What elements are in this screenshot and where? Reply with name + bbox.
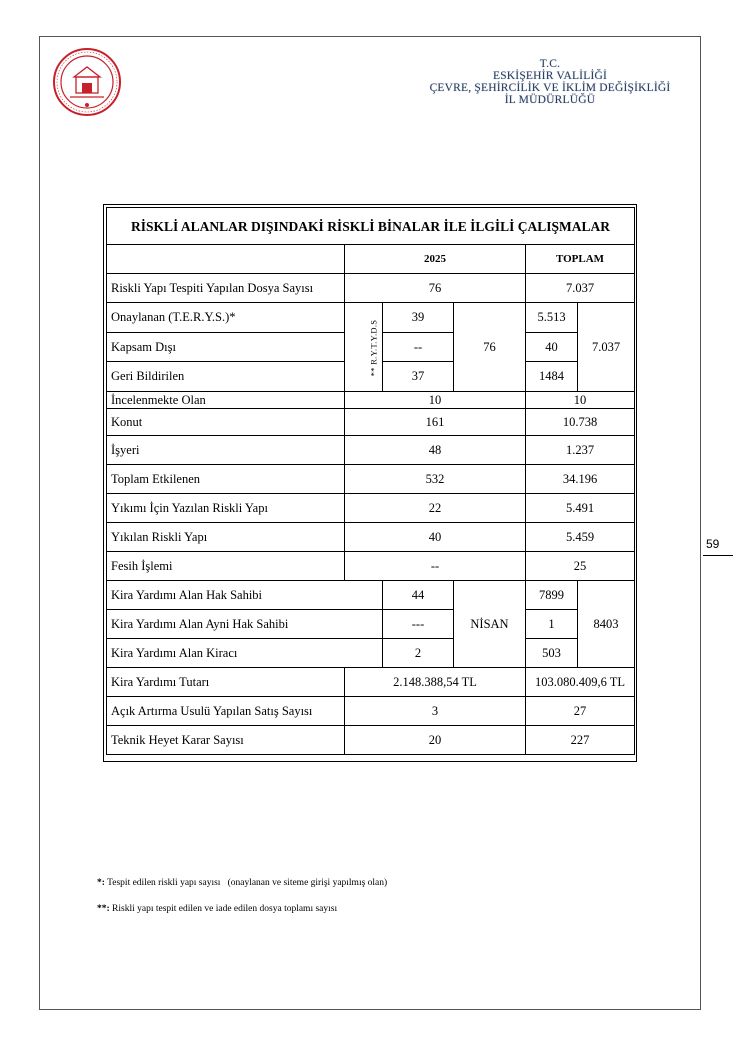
row-value-2025: 40 [345, 523, 526, 552]
row-value-2025: 161 [345, 409, 526, 436]
row-value-2025: 22 [345, 494, 526, 523]
row-label: Yıkımı İçin Yazılan Riskli Yapı [107, 494, 345, 523]
row-value-2025: 3 [345, 697, 526, 726]
header-empty-cell [107, 245, 345, 274]
row-label: Kira Yardımı Alan Hak Sahibi [107, 581, 383, 610]
statistics-table-frame [103, 204, 637, 762]
row-label: Kira Yardımı Alan Ayni Hak Sahibi [107, 610, 383, 639]
group-month: NİSAN [454, 581, 526, 668]
row-value-2025: 20 [345, 726, 526, 755]
statistics-table [106, 207, 635, 755]
row-value-total: 1.237 [526, 436, 635, 465]
row-value-total: 5.491 [526, 494, 635, 523]
header-line-3: ÇEVRE, ŞEHİRCİLİK VE İKLİM DEĞİŞİKLİĞİ [429, 82, 671, 94]
footnote-1-mark: *: [97, 878, 105, 888]
row-label: İncelenmekte Olan [107, 392, 345, 409]
row-value-2025: 48 [345, 436, 526, 465]
vertical-group-label: ** R.Y.T.Y.D.S [345, 303, 383, 392]
row-value-total: 27 [526, 697, 635, 726]
row-value-total: 34.196 [526, 465, 635, 494]
row-value-2025: 10 [345, 392, 526, 409]
row-label: Onaylanan (T.E.R.Y.S.)* [107, 303, 345, 333]
row-value-2025: 37 [383, 362, 454, 392]
row-value-total: 40 [526, 333, 578, 362]
table-row [107, 697, 635, 726]
row-value-total: 10 [526, 392, 635, 409]
table-row [107, 494, 635, 523]
footnote-2 [97, 904, 337, 914]
table-row [107, 465, 635, 494]
row-label: Kapsam Dışı [107, 333, 345, 362]
institution-header [400, 58, 700, 106]
group-value-2025: 76 [454, 303, 526, 392]
table-row [107, 303, 635, 333]
page-number: 59 [706, 537, 720, 551]
row-label: Teknik Heyet Karar Sayısı [107, 726, 345, 755]
row-label: Toplam Etkilenen [107, 465, 345, 494]
table-row [107, 610, 635, 639]
row-value-total: 1484 [526, 362, 578, 392]
row-value-2025: 39 [383, 303, 454, 333]
header-line-1: T.C. [539, 58, 561, 70]
row-value-total: 7.037 [526, 274, 635, 303]
footnote-1 [97, 878, 387, 888]
row-value-2025: 76 [345, 274, 526, 303]
row-label: Yıkılan Riskli Yapı [107, 523, 345, 552]
header-line-2: ESKİŞEHİR VALİLİĞİ [492, 70, 608, 82]
row-value-total: 7899 [526, 581, 578, 610]
row-label: Konut [107, 409, 345, 436]
footnote-2-text: Riskli yapı tespit edilen ve iade edilen dosya toplamı sayısı [109, 904, 338, 914]
footnote-1-text: Tespit edilen riskli yapı sayısı (onaylanan ve siteme girişi yapılmış olan) [104, 878, 388, 888]
row-value-total: 227 [526, 726, 635, 755]
row-label: Kira Yardımı Alan Kiracı [107, 639, 383, 668]
group-value-total: 7.037 [578, 303, 635, 392]
row-label: Riskli Yapı Tespiti Yapılan Dosya Sayısı [107, 274, 345, 303]
row-value-total: 10.738 [526, 409, 635, 436]
row-value-2025: -- [383, 333, 454, 362]
table-row [107, 639, 635, 668]
header-2025: 2025 [345, 245, 526, 274]
table-row [107, 726, 635, 755]
row-value-total: 25 [526, 552, 635, 581]
table-row [107, 274, 635, 303]
table-title-row [107, 208, 635, 245]
table-row [107, 392, 635, 409]
page-number-rule [703, 555, 733, 556]
table-row [107, 523, 635, 552]
header-line-4: İL MÜDÜRLÜĞÜ [504, 94, 596, 106]
table-row [107, 581, 635, 610]
table-row [107, 409, 635, 436]
row-label: Kira Yardımı Tutarı [107, 668, 345, 697]
row-label: Fesih İşlemi [107, 552, 345, 581]
table-title: RİSKLİ ALANLAR DIŞINDAKİ RİSKLİ BİNALAR İLE İLGİLİ ÇALIŞMALAR [107, 208, 635, 245]
footnote-2-mark: **: [97, 904, 110, 914]
row-value-2025: -- [345, 552, 526, 581]
row-value-total: 503 [526, 639, 578, 668]
row-label: İşyeri [107, 436, 345, 465]
table-row [107, 436, 635, 465]
row-label: Açık Artırma Usulü Yapılan Satış Sayısı [107, 697, 345, 726]
row-value-2025: 2.148.388,54 TL [345, 668, 526, 697]
ministry-seal-icon [52, 47, 122, 117]
table-row [107, 668, 635, 697]
table-row [107, 552, 635, 581]
row-value-total: 103.080.409,6 TL [526, 668, 635, 697]
row-value-2025: 532 [345, 465, 526, 494]
row-value-total: 5.459 [526, 523, 635, 552]
group-value-total: 8403 [578, 581, 635, 668]
row-value-2025: --- [383, 610, 454, 639]
row-value-total: 5.513 [526, 303, 578, 333]
header-total: TOPLAM [526, 245, 635, 274]
row-value-2025: 2 [383, 639, 454, 668]
table-header-row [107, 245, 635, 274]
row-value-2025: 44 [383, 581, 454, 610]
row-label: Geri Bildirilen [107, 362, 345, 392]
row-value-total: 1 [526, 610, 578, 639]
